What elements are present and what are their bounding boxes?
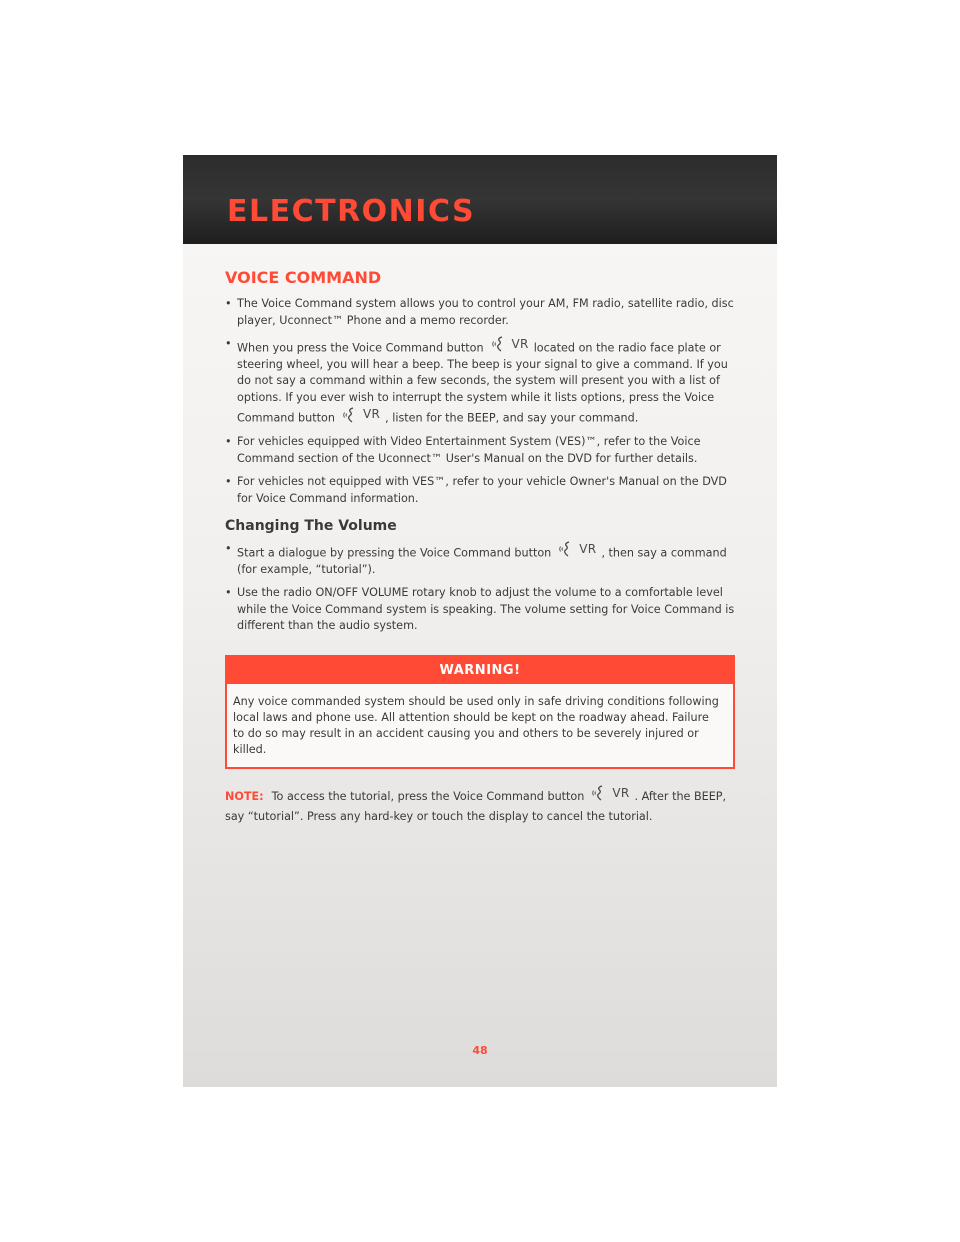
- vr-label: VR: [362, 407, 381, 422]
- manual-page: [183, 155, 777, 1087]
- list-item: • When you press the Voice Command button VR located on the radio face plate or steering wheel, you will hear a beep. The beep is your signal to give a command. If you do not say a command within a few seconds, the system will present you with a list of options. If you ever wish to interrupt the system while it lists options, press the Voice Command button VR , listen for the BEEP, and say your command.: [225, 336, 735, 427]
- note-paragraph: NOTE: To access the tutorial, press the Voice Command button VR . After the BEEP, say “tutorial”. Press any hard-key or touch the display to cancel the tutorial.: [225, 783, 735, 827]
- list-item: • Use the radio ON/OFF VOLUME rotary knob to adjust the volume to a comfortable level while the Voice Command system is speaking. The volume setting for Voice Command is different than the audio system.: [225, 585, 735, 635]
- page-content: [225, 268, 735, 827]
- changing-volume-heading: Changing The Volume: [225, 518, 397, 534]
- voice-command-icon: [558, 541, 596, 558]
- warning-title: WARNING!: [227, 657, 733, 684]
- list-item: • For vehicles equipped with Video Entertainment System (VES)™, refer to the Voice Command section of the Uconnect™ User's Manual on the DVD for further details.: [225, 434, 735, 467]
- page-number: 48: [472, 1044, 488, 1057]
- voice-command-icon: [491, 336, 529, 353]
- list-item: • For vehicles not equipped with VES™, refer to your vehicle Owner's Manual on the DVD for Voice Command information.: [225, 474, 735, 507]
- section-title: ELECTRONICS: [227, 194, 476, 229]
- list-item: • Start a dialogue by pressing the Voice Command button VR , then say a command (for example, “tutorial”).: [225, 541, 735, 578]
- list-item: • The Voice Command system allows you to control your AM, FM radio, satellite radio, disc player, Uconnect™ Phone and a memo recorder.: [225, 296, 735, 329]
- voice-command-icon: [591, 783, 629, 803]
- warning-text: Any voice commanded system should be used only in safe driving conditions following local laws and phone use. All attention should be kept on the roadway ahead. Failure to do so may result in an accident causing you and others to be severely injured or killed.: [233, 694, 719, 756]
- note-label: NOTE:: [225, 789, 264, 803]
- warning-box: [225, 655, 735, 769]
- vr-label: VR: [511, 337, 529, 351]
- section-header: [183, 155, 777, 244]
- voice-command-heading: VOICE COMMAND: [225, 268, 382, 287]
- voice-command-icon: [342, 406, 380, 423]
- voice-command-list: [225, 296, 735, 507]
- vr-label: VR: [612, 785, 630, 800]
- changing-volume-list: [225, 541, 735, 635]
- vr-label: VR: [579, 542, 597, 556]
